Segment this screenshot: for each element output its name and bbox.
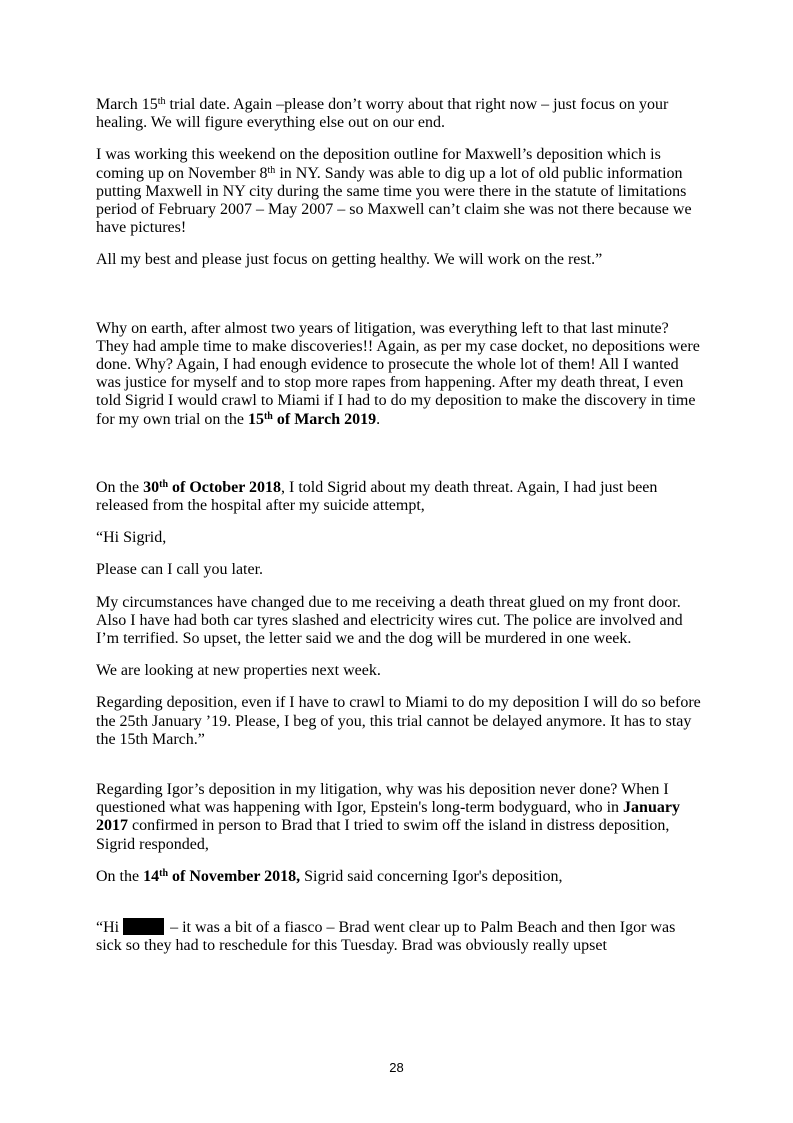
paragraph-death-threat-intro: On the 30th of October 2018, I told Sigrid about my death threat. Again, I had just been released from the hospital after my suicide attempt, <box>96 478 658 515</box>
paragraph-igor-deposition: Regarding Igor’s deposition in my litigation, why was his deposition never done? When I questioned what was happening with Igor, Epstein's long-term bodyguard, who in January 2017 confirmed in person to Brad that I tried to swim off the island in distress deposition, Sigrid responded, <box>96 781 680 853</box>
bold-date: 14th of November 2018, <box>143 867 301 885</box>
paragraph-all-my-best: All my best and please just focus on getting healthy. We will work on the rest.” <box>96 251 603 269</box>
paragraph-regarding-deposition: Regarding deposition, even if I have to crawl to Miami to do my deposition I will do so before the 25th January ’19. Please, I beg of you, this trial cannot be delayed anymore. It has to stay the 15th March.” <box>96 694 701 748</box>
paragraph-why-on-earth: Why on earth, after almost two years of litigation, was everything left to that last minute? They had ample time to make discoveries!! Again, as per my case docket, no depositions were done. Why? Again, I had enough evidence to prosecute the whole lot of them! All I wanted was justice for myself and to stop more rapes from happening. After my death threat, I even told Sigrid I would crawl to Miami if I had to do my deposition to make the discovery in time for my own trial on the 15th of March 2019. <box>96 319 700 428</box>
document-page <box>96 96 702 956</box>
paragraph-new-properties: We are looking at new properties next week. <box>96 662 381 680</box>
paragraph-november-14: On the 14th of November 2018, Sigrid said concerning Igor's deposition, <box>96 867 563 885</box>
redaction-block <box>123 918 164 935</box>
page-number: 28 <box>389 1060 404 1075</box>
paragraph-greeting: “Hi Sigrid, <box>96 529 167 547</box>
paragraph-fiasco: “Hi – it was a bit of a fiasco – Brad went clear up to Palm Beach and then Igor was sick so they had to reschedule for this Tuesday. Brad was obviously really upset <box>96 919 676 955</box>
paragraph-deposition-outline: I was working this weekend on the deposition outline for Maxwell’s deposition which is coming up on November 8th in NY. Sandy was able to dig up a lot of old public information putting Maxwell in NY city during the same time you were there in the statute of limitations period of February 2007 – May 2007 – so Maxwell can’t claim she was not there because we have pictures! <box>96 146 692 237</box>
paragraph-circumstances: My circumstances have changed due to me receiving a death threat glued on my front door. Also I have had both car tyres slashed and electricity wires cut. The police are involved and I’m terrified. So upset, the letter said we and the dog will be murdered in one week. <box>96 593 683 648</box>
paragraph-call-later: Please can I call you later. <box>96 561 264 579</box>
bold-date: 15th of March 2019 <box>247 410 377 428</box>
bold-date: 30th of October 2018 <box>143 478 282 496</box>
paragraph-trial-date: March 15th trial date. Again –please don’t worry about that right now – just focus on your healing. We will figure everything else out on our end. <box>96 96 669 132</box>
bold-date: January 2017 <box>96 799 680 835</box>
